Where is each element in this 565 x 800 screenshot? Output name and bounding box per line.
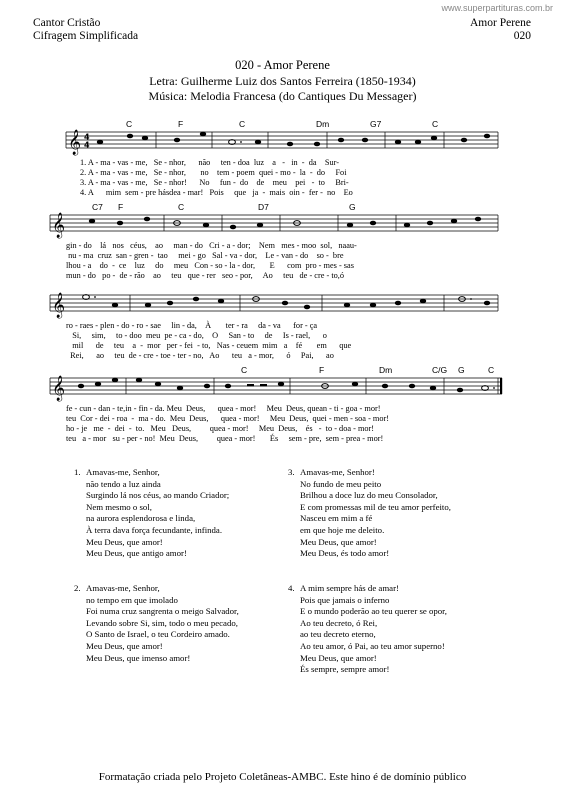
verse-line: O Santo de Israel, o teu Cordeiro amado.	[86, 629, 230, 640]
edition-name: Cifragem Simplificada	[33, 30, 139, 42]
verse-line: Nem mesmo o sol,	[86, 501, 152, 512]
verse-line: Meu Deus, que amor!	[300, 652, 377, 663]
lyric-line: 3. A - ma - vas - me, Se - nhor! No fun - do de meu pei - to Bri-	[80, 178, 349, 187]
chord: F	[319, 365, 325, 375]
verse-line: na aurora esplendorosa e linda,	[86, 513, 196, 524]
chord: C/G	[432, 365, 448, 375]
verse-line: Meu Deus, és todo amor!	[300, 548, 390, 559]
song-number: 020	[513, 30, 531, 42]
verse-line: Pois que jamais o inferno	[300, 594, 390, 605]
svg-text:4: 4	[84, 140, 90, 150]
verse-number: 1.	[74, 467, 81, 477]
verse-line: És sempre, sempre amor!	[300, 664, 390, 675]
footer-note: Formatação criada pelo Projeto Coletâneas-AMBC. Este hino é de domínio público	[98, 771, 467, 783]
verse-line: Meu Deus, que amor!	[86, 640, 163, 651]
verse-line: Foi numa cruz sangrenta o meigo Salvador,	[86, 606, 239, 617]
verse-line: Amavas-me, Senhor,	[86, 467, 160, 477]
chord: C	[488, 365, 495, 375]
chord: C	[126, 119, 133, 129]
lyric-line: Rei, ao teu de - cre - toe - ter - no, Ao teu a - mor, ó Pai, ao	[66, 351, 334, 360]
staff	[0, 211, 565, 239]
chord: C	[239, 119, 246, 129]
lyric-line: teu a - mor su - per - no! Meu Deus, quea - mor! És sem - pre, sem - prea - mor!	[66, 434, 384, 443]
verse-line: Ao teu amor, ó Pai, ao teu amor superno!	[300, 640, 445, 651]
verse-line: Brilhou a doce luz do meu Consolador,	[300, 490, 438, 501]
music-credit: Música: Melodia Francesa (do Cantiques Du Messager)	[148, 89, 417, 103]
chord: D7	[258, 202, 269, 212]
chord: Dm	[379, 365, 393, 375]
lyric-line: nu - ma cruz san - gren - tao mei - go Sal - va - dor, Le - van - do so - bre	[66, 251, 344, 260]
lyric-line: mil de teu a - mor per - fei - to, Nas - ceuem mim a fé em que	[66, 341, 352, 350]
verse-line: E com promessas mil de teu amor perfeito,	[300, 501, 451, 512]
verse-line: não tendo a luz ainda	[86, 478, 161, 489]
verse-line: ao teu decreto eterno,	[300, 629, 376, 640]
song-title: 020 - Amor Perene	[235, 58, 330, 72]
lyric-line: lhou - a do - ce luz do meu Con - so - la - dor, E com pro - mes - sas	[66, 261, 354, 270]
verse-1	[74, 467, 284, 560]
chord: G	[458, 365, 465, 375]
chord: C	[178, 202, 185, 212]
verse-line: E o mundo poderão ao teu querer se opor,	[300, 606, 447, 617]
chord: Dm	[316, 119, 330, 129]
svg-text:𝄞: 𝄞	[52, 376, 66, 401]
verse-line: No fundo de meu peito	[300, 478, 382, 489]
chord: G7	[370, 119, 382, 129]
verse-line: no tempo em que imolado	[86, 594, 178, 605]
verse-number: 2.	[74, 583, 81, 593]
lyric-line: 2. A - ma - vas - me, Se - nhor, no tem - poem quei - mo - la - do Foi	[80, 168, 347, 177]
verse-line: Amavas-me, Senhor!	[300, 467, 375, 477]
header-left	[33, 17, 138, 43]
book-name: Cantor Cristão	[33, 17, 101, 29]
lyric-line: 4. A mim sem - pre hásdea - mar! Pois que ja - mais oin - fer - no Eo	[80, 188, 353, 197]
svg-text:𝄞: 𝄞	[68, 130, 82, 155]
verse-line: Meu Deus, que imenso amor!	[86, 652, 191, 663]
chord: F	[178, 119, 184, 129]
chord: F	[118, 202, 124, 212]
verse-line: Levando sobre Si, sim, todo o meu pecado,	[86, 617, 238, 628]
lyric-line: fe - cun - dan - te,in - fin - da. Meu Deus, quea - mor! Meu Deus, quean - ti - goa - mor!	[66, 404, 381, 413]
lyric-line: ho - je me - dei - to. Meu Deus, quea - mor! Meu Deus, és - to - doa - mor!	[66, 424, 375, 433]
lyric-line: Si, sim, to - doo meu pe - ca - do, O San - to de Is - rael, o	[66, 331, 327, 340]
verse-line: Meu Deus, que antigo amor!	[86, 548, 187, 559]
staff	[0, 291, 565, 319]
verse-line: Meu Deus, que amor!	[86, 536, 163, 547]
lyric-line: ro - raes - plen - do - ro - sae lin - da, À ter - ra da - va for - ça	[66, 321, 318, 330]
verse-2	[74, 583, 284, 664]
chord: C	[241, 365, 248, 375]
staff	[0, 128, 565, 156]
svg-text:𝄞: 𝄞	[52, 213, 66, 238]
verse-number: 4.	[288, 583, 295, 593]
verse-4	[288, 583, 518, 676]
verse-3	[288, 467, 508, 560]
verse-line: Surgindo lá nos céus, ao mando Criador;	[86, 490, 230, 501]
chord: C	[432, 119, 439, 129]
chord: G	[349, 202, 356, 212]
verse-line: A mim sempre hás de amar!	[300, 583, 399, 593]
verse-line: em que hoje me deleito.	[300, 524, 385, 535]
svg-text:4: 4	[84, 132, 90, 142]
site-url: www.superpartituras.com.br	[441, 3, 553, 13]
staff	[0, 374, 565, 402]
verse-line: Amavas-me, Senhor,	[86, 583, 160, 593]
lyrics-credit: Letra: Guilherme Luiz dos Santos Ferreira (1850-1934)	[149, 74, 416, 88]
lyric-line: teu Cor - dei - roa - ma - do. Meu Deus, quea - mor! Meu Deus, quei - men - soa - mor!	[66, 414, 390, 423]
lyric-line: mun - do po - de - rão ao teu que - rer seo - por, Ao teu de - cre - to,ó	[66, 271, 344, 280]
header-right	[470, 17, 531, 43]
verse-line: À terra dava força fecundante, infinda.	[86, 524, 223, 535]
verse-line: Ao teu decreto, ó Rei,	[300, 617, 378, 628]
verse-number: 3.	[288, 467, 295, 477]
chord: C7	[92, 202, 103, 212]
verse-line: Nasceu em mim a fé	[300, 513, 373, 524]
lyric-line: gin - do lá nos céus, ao man - do Cri - a - dor; Nem mes - moo sol, naau-	[66, 241, 357, 250]
lyric-line: 1. A - ma - vas - me, Se - nhor, não ten - doa luz a - in - da Sur-	[80, 158, 339, 167]
song-name: Amor Perene	[470, 17, 531, 29]
svg-text:𝄞: 𝄞	[52, 293, 66, 318]
verse-line: Meu Deus, que amor!	[300, 536, 377, 547]
